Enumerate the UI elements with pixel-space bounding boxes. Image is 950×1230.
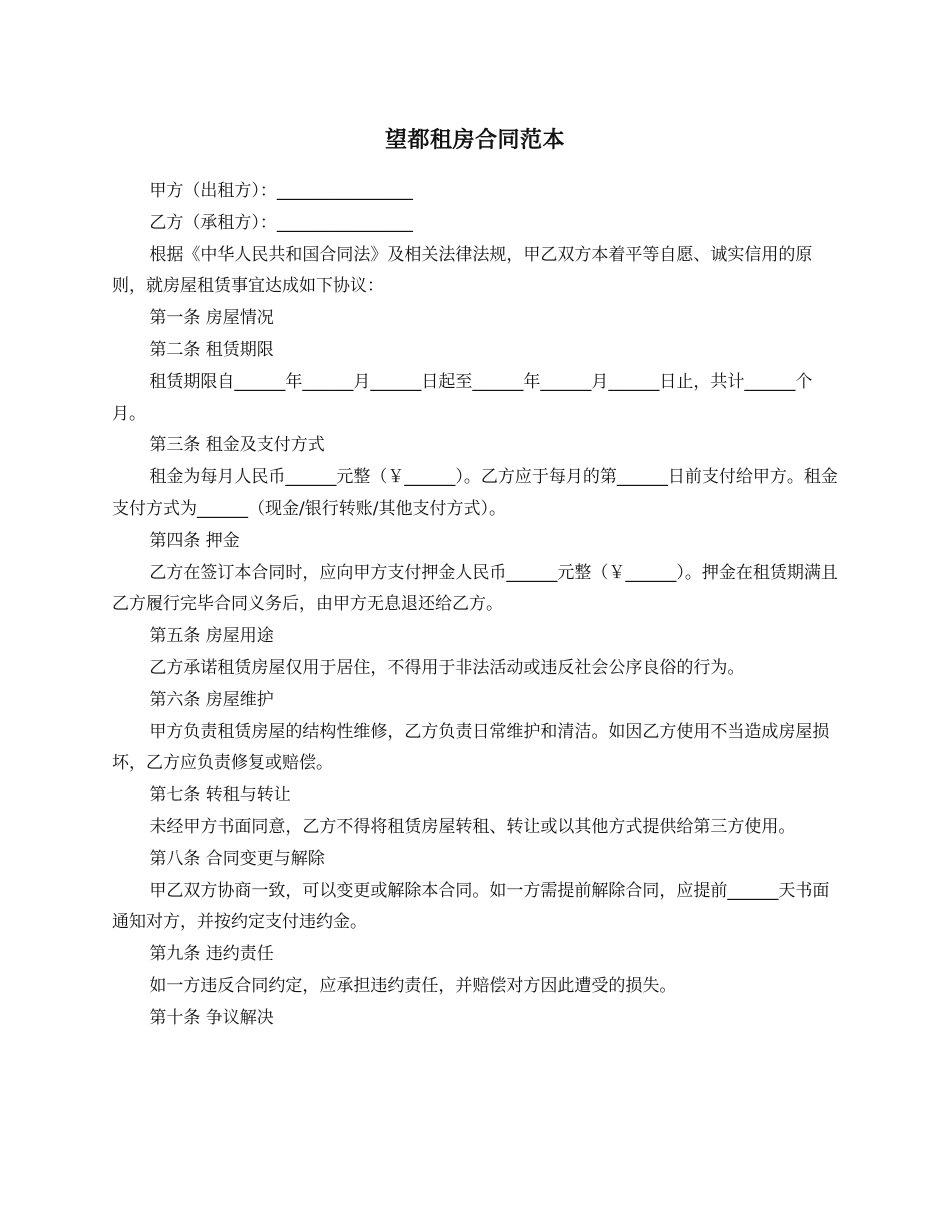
article-10-heading: 第十条 争议解决 <box>149 1007 274 1028</box>
preamble-paragraph: 根据《中华人民共和国合同法》及相关法律法规，甲乙双方本着平等自愿、诚实信用的原则，就房屋租赁事宜达成如下协议： <box>112 244 813 297</box>
article-1-heading: 第一条 房屋情况 <box>149 308 274 329</box>
party-b-line: 乙方（承租方）：________________ <box>149 212 413 233</box>
party-a-line: 甲方（出租方）：________________ <box>149 181 413 201</box>
article-6-text: 甲方负责租赁房屋的结构性维修，乙方负责日常维护和清洁。如因乙方使用不当造成房屋损坏，乙方应负责修复或赔偿。 <box>112 721 830 774</box>
article-6-heading: 第六条 房屋维护 <box>149 689 274 710</box>
article-9-heading: 第九条 违约责任 <box>149 944 274 965</box>
article-4-heading: 第四条 押金 <box>149 530 240 551</box>
article-9-text: 如一方违反合同约定，应承担违约责任，并赔偿对方因此遭受的损失。 <box>149 975 677 996</box>
article-5-text: 乙方承诺租赁房屋仅用于居住，不得用于非法活动或违反社会公序良俗的行为。 <box>149 657 745 678</box>
article-2-heading: 第二条 租赁期限 <box>149 339 274 360</box>
article-3-text: 租金为每月人民币______元整（￥______）。乙方应于每月的第______日前支付给甲方。租金支付方式为______（现金/银行转账/其他支付方式）。 <box>112 467 838 519</box>
article-7-text: 未经甲方书面同意，乙方不得将租赁房屋转租、转让或以其他方式提供给第三方使用。 <box>149 816 796 837</box>
article-3-heading: 第三条 租金及支付方式 <box>149 435 325 456</box>
article-8-text: 甲乙双方协商一致，可以变更或解除本合同。如一方需提前解除合同，应提前______天书面通知对方，并按约定支付违约金。 <box>112 880 830 933</box>
article-2-text: 租赁期限自______年______月______日起至______年______月______日止，共计______个月。 <box>112 371 813 424</box>
article-4-text: 乙方在签订本合同时，应向甲方支付押金人民币______元整（￥______）。押金在租赁期满且乙方履行完毕合同义务后，由甲方无息退还给乙方。 <box>112 562 838 615</box>
article-8-heading: 第八条 合同变更与解除 <box>149 848 325 869</box>
article-7-heading: 第七条 转租与转让 <box>149 785 291 806</box>
article-5-heading: 第五条 房屋用途 <box>149 626 274 647</box>
document-title: 望都租房合同范本 <box>384 128 565 153</box>
document-body <box>112 176 842 1035</box>
